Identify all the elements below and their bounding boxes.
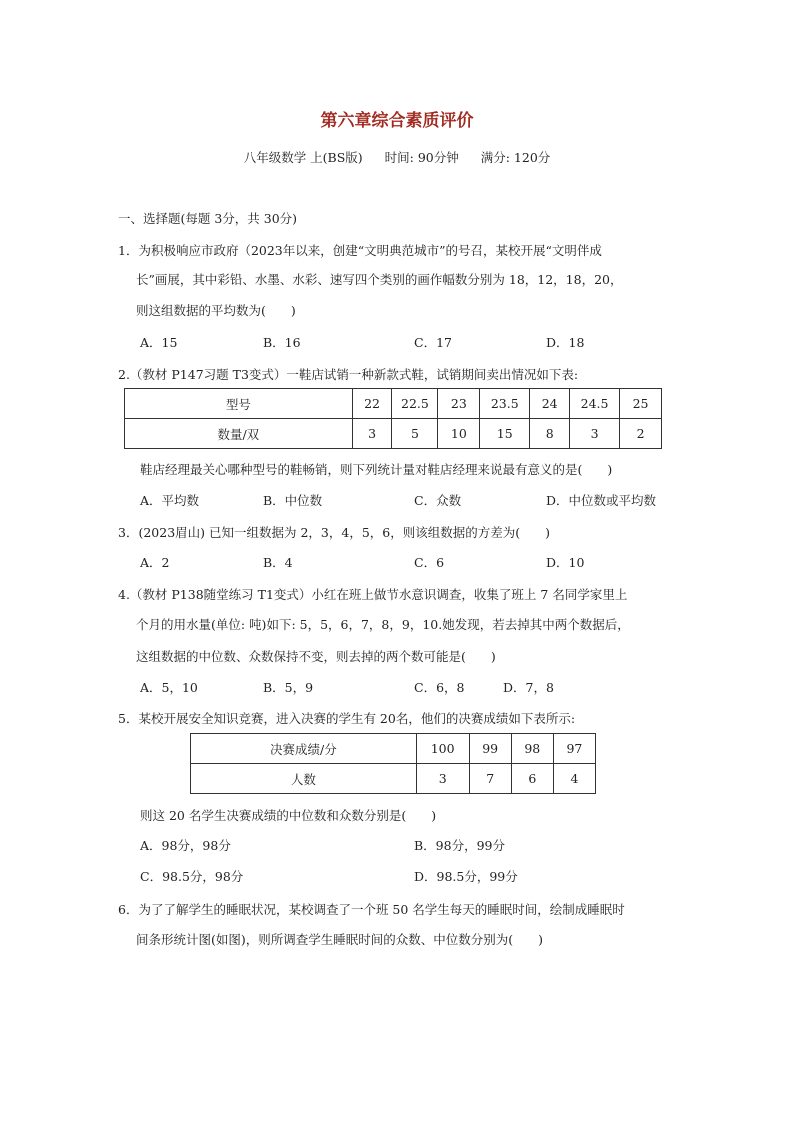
q3-option-c: C．6 [414, 555, 445, 570]
table-header-cell: 数量/双 [125, 419, 353, 449]
page-title: 第六章综合素质评价 [320, 111, 474, 131]
q1-option-a: A．15 [140, 335, 178, 350]
table-cell: 6 [511, 764, 553, 794]
q3-option-d: D．10 [546, 555, 585, 570]
table-row [125, 419, 662, 449]
q1-option-b: B．16 [263, 335, 301, 350]
q2-line2: 鞋店经理最关心哪种型号的鞋畅销，则下列统计量对鞋店经理来说最有意义的是( ) [140, 462, 613, 477]
table-header-cell: 决赛成绩/分 [191, 734, 417, 764]
q4-option-c: C．6，8 [414, 680, 465, 695]
table-cell: 24 [530, 389, 570, 419]
q5-line1: 5．某校开展安全知识竞赛，进入决赛的学生有 20名，他们的决赛成绩如下表所示: [118, 711, 576, 726]
table-cell: 24.5 [570, 389, 620, 419]
table-cell: 22.5 [392, 389, 438, 419]
table-row [125, 389, 662, 419]
table-cell: 3 [416, 764, 469, 794]
q6-line1: 6．为了了解学生的睡眠状况，某校调查了一个班 50 名学生每天的睡眠时间，绘制成睡眠时 [118, 902, 625, 917]
q6-line2: 间条形统计图(如图)，则所调查学生睡眠时间的众数、中位数分别为( ) [136, 932, 544, 947]
q2-option-b: B．中位数 [263, 493, 323, 508]
table-cell: 4 [553, 764, 595, 794]
table-cell: 2 [620, 419, 662, 449]
table-cell: 3 [570, 419, 620, 449]
table-cell: 23.5 [480, 389, 530, 419]
table-row [191, 764, 596, 794]
q5-option-c: C．98.5分，98分 [140, 869, 244, 884]
q1-option-c: C．17 [414, 335, 452, 350]
q3-line1: 3．(2023眉山) 已知一组数据为 2，3，4，5，6，则该组数据的方差为( ) [118, 525, 550, 540]
q4-line1: 4.（教材 P138随堂练习 T1变式）小红在班上做节水意识调查，收集了班上 7 名同学家里上 [118, 587, 628, 602]
table-cell: 10 [438, 419, 480, 449]
q1-option-d: D．18 [546, 335, 585, 350]
q2-option-a: A．平均数 [140, 493, 200, 508]
exam-info [0, 148, 794, 166]
table-cell: 25 [620, 389, 662, 419]
q4-line3: 这组数据的中位数、众数保持不变，则去掉的两个数可能是( ) [136, 649, 496, 664]
q5-option-d: D．98.5分，99分 [414, 869, 518, 884]
time-label: 时间: 90分钟 [384, 150, 459, 165]
table-cell: 23 [438, 389, 480, 419]
q4-option-d: D．7，8 [503, 680, 554, 695]
table-cell: 97 [553, 734, 595, 764]
q4-line2: 个月的用水量(单位: 吨)如下: 5，5，6，7，8，9，10.她发现，若去掉其中两个数据后， [136, 617, 630, 632]
q5-option-b: B．98分，99分 [414, 838, 505, 853]
table-cell: 98 [511, 734, 553, 764]
q1-line1: 1．为积极响应市政府（2023年以来，创建“文明典范城市”的号召，某校开展“文明伴成 [118, 243, 602, 258]
q5-option-a: A．98分，98分 [140, 838, 231, 853]
q1-line2: 长”画展，其中彩铅、水墨、水彩、速写四个类别的画作幅数分别为 18，12，18，20， [136, 272, 623, 287]
q3-option-a: A．2 [140, 555, 170, 570]
q5-line2: 则这 20 名学生决赛成绩的中位数和众数分别是( ) [140, 808, 437, 823]
table-cell: 15 [480, 419, 530, 449]
table-cell: 8 [530, 419, 570, 449]
q2-line1: 2.（教材 P147习题 T3变式）一鞋店试销一种新款式鞋，试销期间卖出情况如下表: [118, 367, 579, 382]
table-cell: 99 [469, 734, 511, 764]
table-cell: 3 [352, 419, 392, 449]
q3-option-b: B．4 [263, 555, 293, 570]
shoe-sales-table [124, 388, 662, 449]
table-row [191, 734, 596, 764]
section-heading: 一、选择题(每题 3分，共 30分) [118, 211, 298, 226]
q2-option-c: C．众数 [414, 493, 462, 508]
contest-score-table [190, 733, 596, 794]
q2-option-d: D．中位数或平均数 [546, 493, 657, 508]
table-cell: 100 [416, 734, 469, 764]
q1-line3: 则这组数据的平均数为( ) [136, 303, 296, 318]
table-cell: 5 [392, 419, 438, 449]
score-label: 满分: 120分 [480, 150, 551, 165]
table-header-cell: 人数 [191, 764, 417, 794]
grade-label: 八年级数学 上(BS版) [243, 150, 363, 165]
table-cell: 7 [469, 764, 511, 794]
q4-option-a: A．5，10 [140, 680, 198, 695]
table-header-cell: 型号 [125, 389, 353, 419]
table-cell: 22 [352, 389, 392, 419]
q4-option-b: B．5，9 [263, 680, 314, 695]
